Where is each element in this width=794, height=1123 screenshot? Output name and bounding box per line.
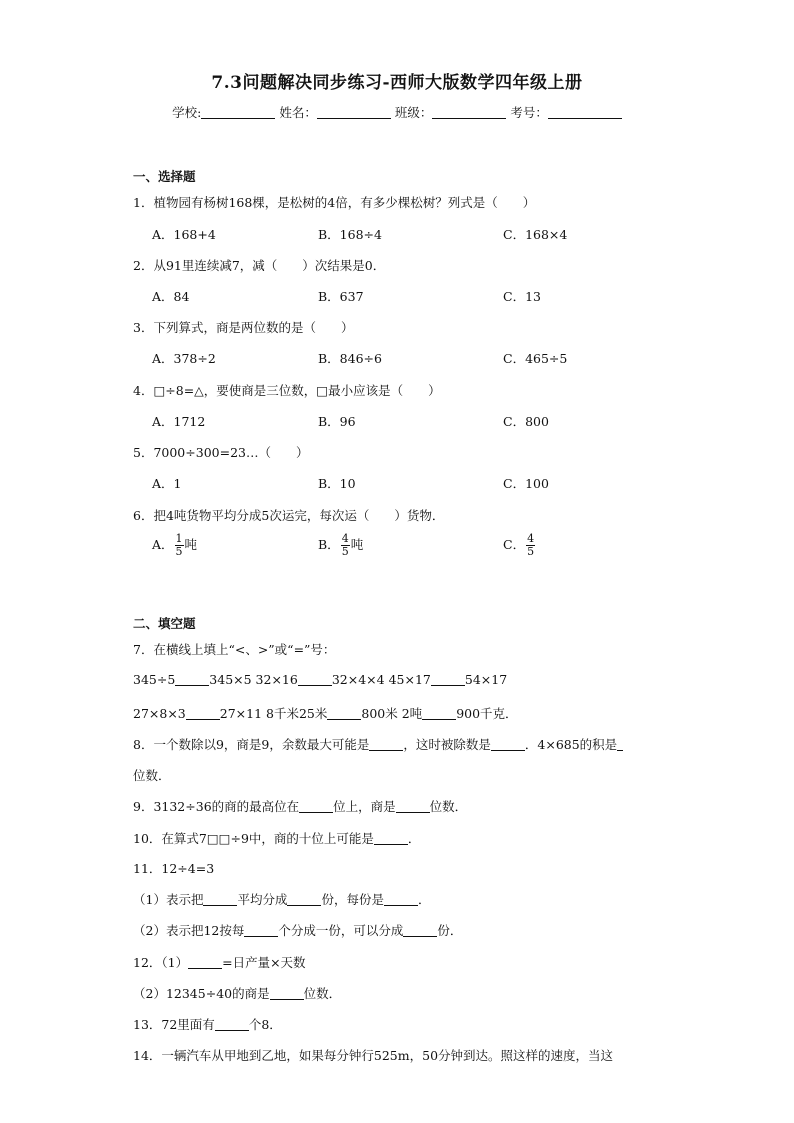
- q6-c-denominator: 5: [527, 545, 535, 558]
- q11-text: 份，每份是: [321, 892, 384, 907]
- q6-c-fraction: [526, 533, 535, 558]
- q6-a-unit: 吨: [184, 537, 198, 552]
- question-11: 11．12÷4=3: [133, 861, 215, 876]
- q4-option-a[interactable]: A．1712: [152, 414, 206, 429]
- q2-option-c[interactable]: C．13: [503, 289, 541, 304]
- q4-option-c[interactable]: C．800: [503, 414, 549, 429]
- answer-blank[interactable]: [403, 924, 437, 937]
- q6-option-b[interactable]: [318, 533, 363, 558]
- q3-option-c[interactable]: C．465÷5: [503, 351, 568, 366]
- section-fill-title: 二、填空题: [133, 616, 196, 631]
- class-field[interactable]: [395, 103, 507, 121]
- answer-blank[interactable]: [298, 673, 332, 686]
- q6-b-denominator: 5: [341, 545, 349, 558]
- q6-b-fraction: [341, 533, 350, 558]
- q9-text: 9．3132÷36的商的最高位在: [133, 799, 300, 814]
- question-14: 14．一辆汽车从甲地到乙地，如果每分钟行525m，50分钟到达。照这样的速度，当这: [133, 1048, 614, 1063]
- q5-option-b[interactable]: B．10: [318, 476, 356, 491]
- page-title: 7.3问题解决同步练习-西师大版数学四年级上册: [211, 73, 583, 93]
- q13-text: 13．72里面有: [133, 1017, 215, 1032]
- question-2: 2．从91里连续减7，减（ ）次结果是0．: [133, 258, 386, 273]
- school-blank[interactable]: [201, 105, 275, 119]
- q1-option-b[interactable]: B．168÷4: [318, 227, 382, 242]
- q9-text: 位上，商是: [333, 799, 396, 814]
- q6-a-numerator: 1: [175, 532, 183, 545]
- q11-text: （2）表示把12按每: [133, 923, 245, 938]
- q8-text: 8．一个数除以9，商是9，余数最大可能是: [133, 737, 370, 752]
- q7-expr: 800米 2吨: [361, 706, 423, 721]
- question-8: [133, 735, 623, 753]
- exam-number-blank[interactable]: [548, 105, 622, 119]
- q11-text: ．: [417, 892, 431, 907]
- question-10: [133, 829, 420, 847]
- q6-b-numerator: 4: [341, 532, 349, 545]
- q6-option-a[interactable]: [152, 533, 197, 558]
- q7-line-2: [133, 704, 518, 722]
- answer-blank[interactable]: [299, 800, 333, 813]
- q7-expr: 345×5 32×16: [209, 672, 298, 687]
- q12-text: 12．（1）: [133, 955, 189, 970]
- answer-blank[interactable]: [384, 893, 418, 906]
- q5-option-c[interactable]: C．100: [503, 476, 549, 491]
- answer-blank[interactable]: [396, 800, 430, 813]
- exam-number-label: 考号：: [510, 105, 548, 120]
- q6-c-numerator: 4: [527, 532, 535, 545]
- answer-blank[interactable]: [617, 738, 623, 751]
- q5-option-a[interactable]: A．1: [152, 476, 182, 491]
- q8-continuation: 位数．: [133, 768, 171, 783]
- q12-text: （2）12345÷40的商是: [133, 986, 270, 1001]
- question-6: 6．把4吨货物平均分成5次运完，每次运（ ）货物．: [133, 508, 445, 523]
- answer-blank[interactable]: [369, 738, 403, 751]
- q2-option-a[interactable]: A．84: [152, 289, 190, 304]
- answer-blank[interactable]: [327, 707, 361, 720]
- name-label: 姓名：: [279, 105, 317, 120]
- class-label: 班级：: [394, 105, 433, 120]
- q8-text: ，这时被除数是: [403, 737, 491, 752]
- q11-sub-2: [133, 921, 462, 939]
- q1-option-c[interactable]: C．168×4: [503, 227, 568, 242]
- answer-blank[interactable]: [270, 987, 304, 1000]
- q10-text: ．: [407, 831, 421, 846]
- q7-expr: 27×11 8千米25米: [219, 706, 328, 721]
- class-blank[interactable]: [432, 105, 506, 119]
- answer-blank[interactable]: [244, 924, 278, 937]
- q7-expr: 900千克．: [456, 706, 518, 721]
- q6-a-fraction: [175, 533, 184, 558]
- q7-expr: 345÷5: [133, 672, 176, 687]
- question-1: 1．植物园有杨树168棵，是松树的4倍，有多少棵松树？列式是（ ）: [133, 195, 536, 210]
- question-5: 5．7000÷300=23…（ ）: [133, 445, 309, 460]
- answer-blank[interactable]: [215, 1018, 249, 1031]
- answer-blank[interactable]: [287, 893, 321, 906]
- q6-b-unit: 吨: [350, 537, 364, 552]
- q7-expr: 32×4×4 45×17: [331, 672, 431, 687]
- q7-expr: 27×8×3: [133, 706, 186, 721]
- q11-text: 个分成一份，可以分成: [278, 923, 404, 938]
- question-4: 4．□÷8=△，要使商是三位数，□最小应该是（ ）: [133, 383, 441, 398]
- exam-number-field[interactable]: [510, 103, 622, 121]
- q11-text: （1）表示把: [133, 892, 204, 907]
- q6-option-c[interactable]: [503, 533, 536, 558]
- student-info-line: [0, 103, 794, 121]
- question-13: [133, 1015, 282, 1033]
- answer-blank[interactable]: [188, 956, 222, 969]
- answer-blank[interactable]: [422, 707, 456, 720]
- q6-b-prefix: B．: [318, 537, 340, 552]
- q6-a-denominator: 5: [175, 545, 183, 558]
- q9-text: 位数．: [429, 799, 468, 814]
- q8-text: ．4×685的积是: [524, 737, 618, 752]
- q3-option-a[interactable]: A．378÷2: [152, 351, 216, 366]
- answer-blank[interactable]: [175, 673, 209, 686]
- answer-blank[interactable]: [203, 893, 237, 906]
- q11-text: 平均分成: [237, 892, 288, 907]
- answer-blank[interactable]: [491, 738, 525, 751]
- q12-text: =日产量×天数: [222, 955, 306, 970]
- q7-line-1: [133, 672, 507, 687]
- question-7: 7．在横线上填上“<、>”或“=”号：: [133, 642, 336, 657]
- q12-text: 位数．: [303, 986, 342, 1001]
- section-choice-title: 一、选择题: [133, 169, 196, 184]
- q13-text: 个8．: [248, 1017, 282, 1032]
- q3-option-b[interactable]: B．846÷6: [318, 351, 382, 366]
- school-field[interactable]: [172, 103, 275, 121]
- answer-blank[interactable]: [374, 832, 408, 845]
- q6-a-prefix: A．: [152, 537, 174, 552]
- q2-option-b[interactable]: B．637: [318, 289, 364, 304]
- q4-option-b[interactable]: B．96: [318, 414, 356, 429]
- question-9: [133, 797, 467, 815]
- q11-sub-1: [133, 890, 431, 908]
- name-blank[interactable]: [317, 105, 391, 119]
- q11-text: 份．: [437, 923, 463, 938]
- question-3: 3．下列算式，商是两位数的是（ ）: [133, 320, 354, 335]
- q7-expr: 54×17: [464, 672, 508, 687]
- q1-option-a[interactable]: A．168+4: [152, 227, 216, 242]
- question-12: [133, 953, 306, 971]
- name-field[interactable]: [279, 103, 391, 121]
- q12-sub-2: [133, 984, 341, 1002]
- answer-blank[interactable]: [186, 707, 220, 720]
- q10-text: 10．在算式7□□÷9中，商的十位上可能是: [133, 831, 374, 846]
- school-label: 学校:: [172, 105, 202, 120]
- q6-c-prefix: C．: [503, 537, 526, 552]
- answer-blank[interactable]: [431, 673, 465, 686]
